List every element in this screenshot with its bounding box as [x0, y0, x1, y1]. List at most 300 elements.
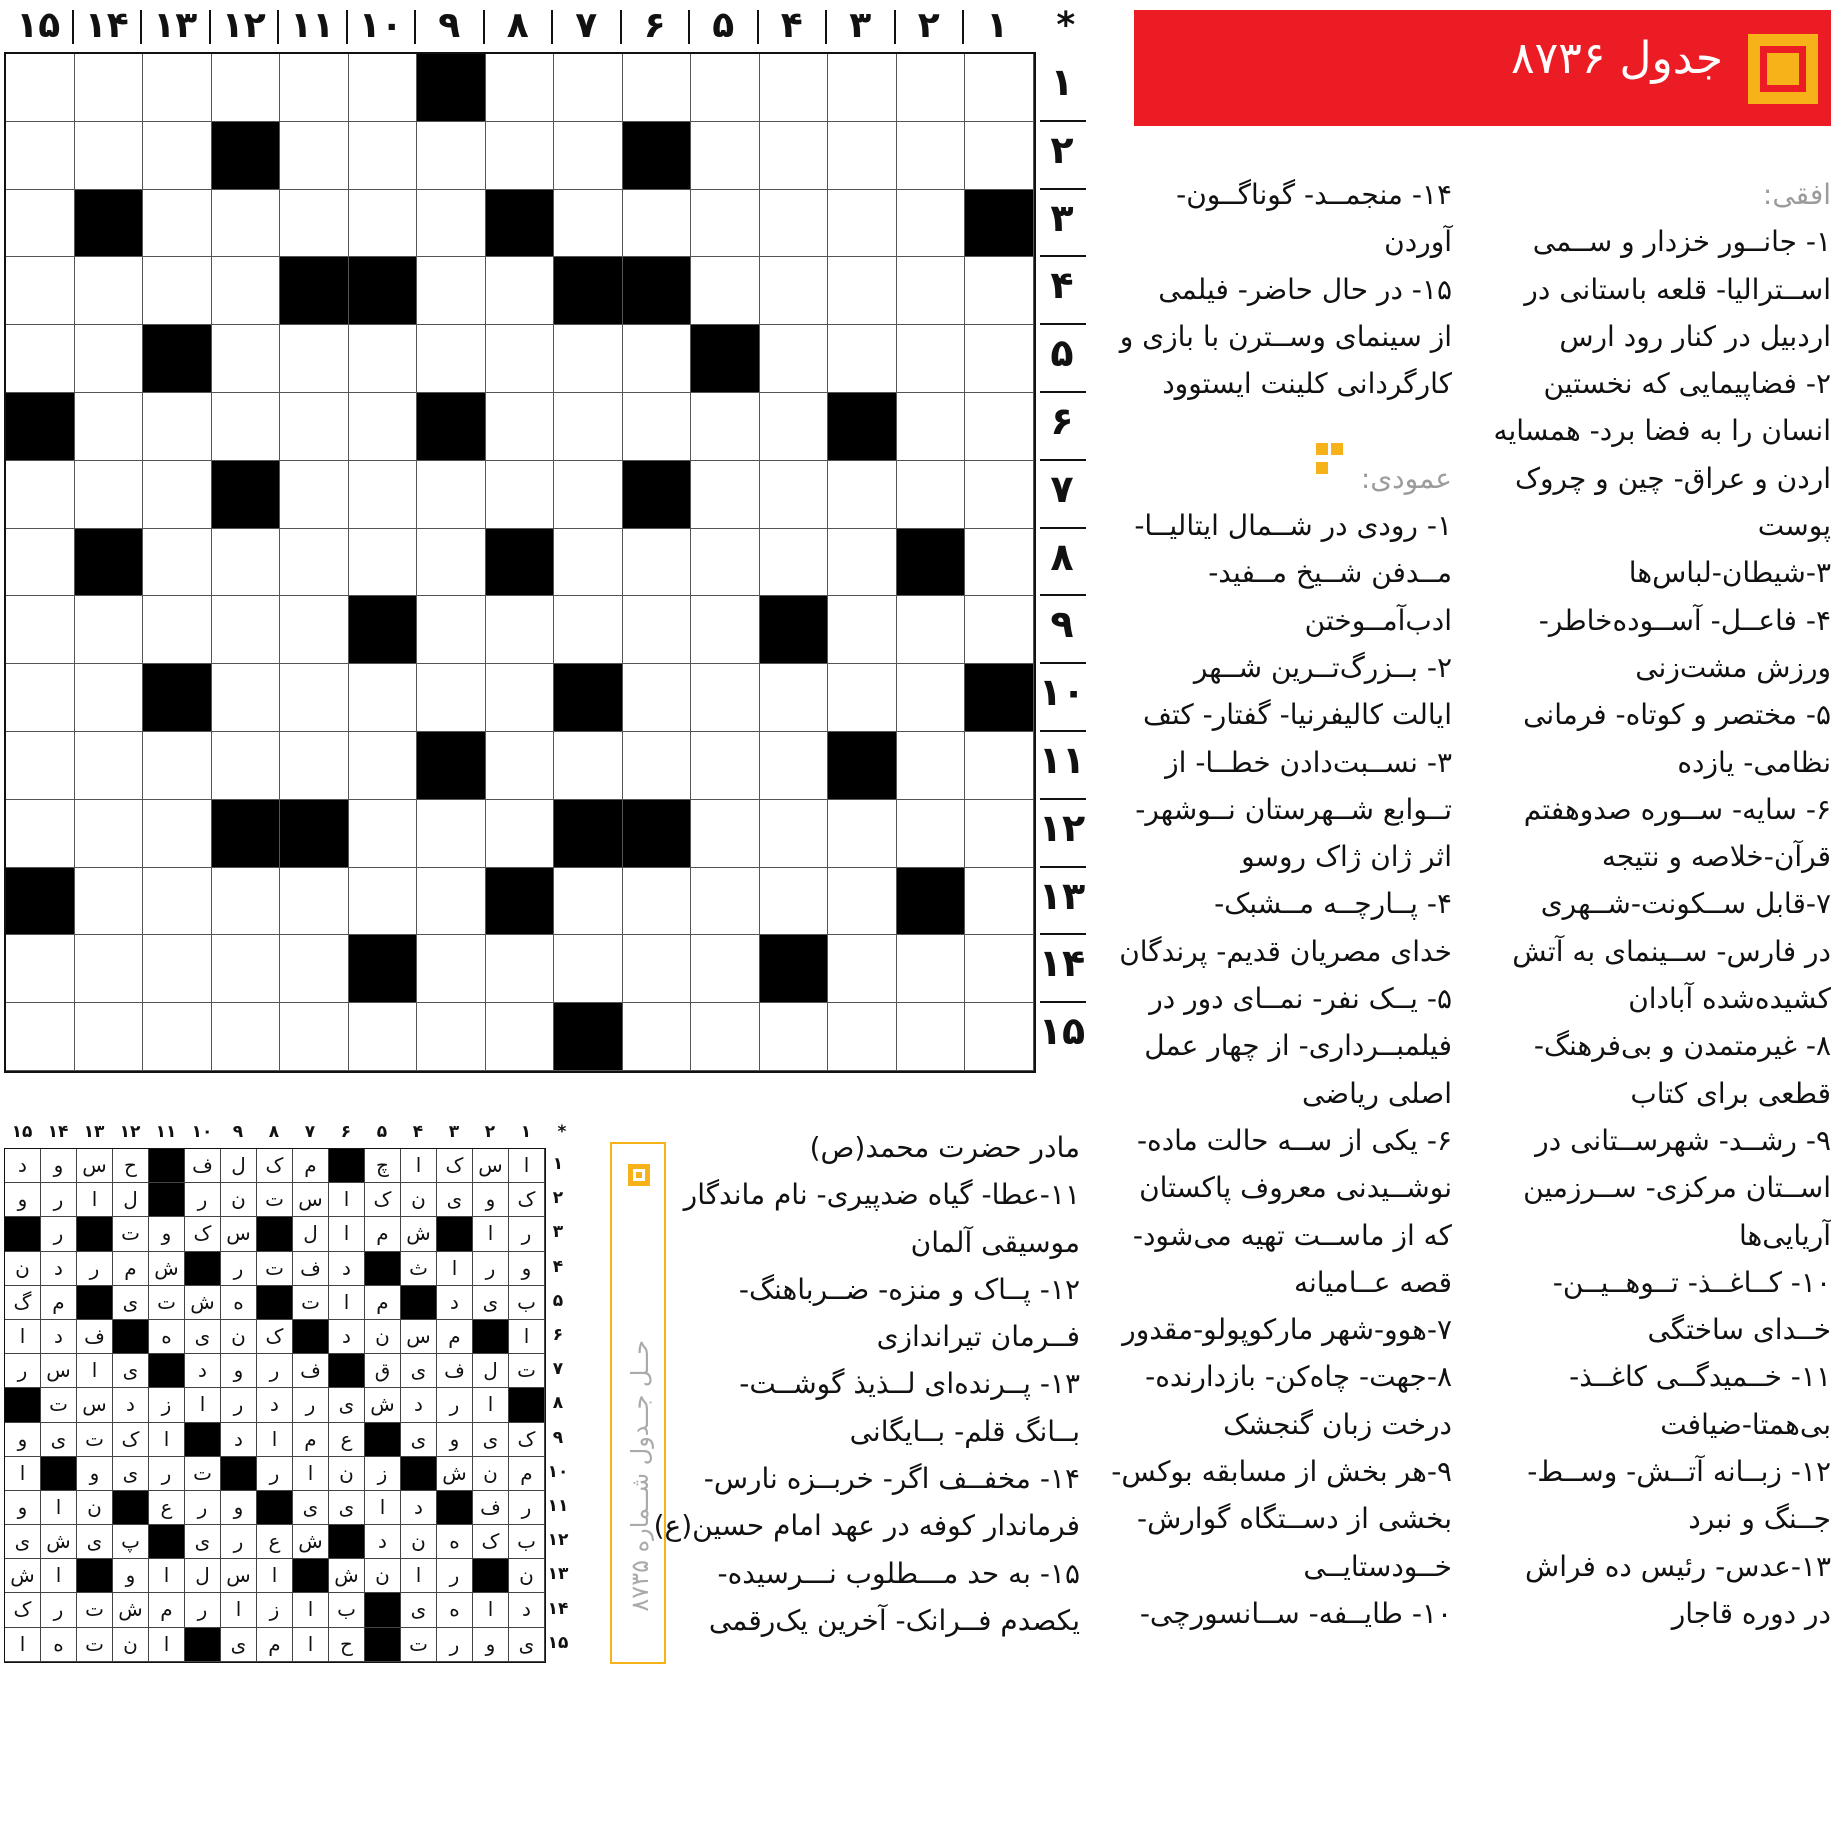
grid-cell: [6, 935, 75, 1003]
grid-cell: [897, 800, 966, 868]
solution-cell: م: [149, 1593, 185, 1627]
solution-cell: ه: [437, 1525, 473, 1559]
grid-cell: [212, 664, 281, 732]
grid-cell: [760, 1003, 829, 1071]
row-number: ۱۵: [1038, 1009, 1086, 1054]
grid-cell: [965, 1003, 1034, 1071]
clue-line: درخت زبان گنجشک: [1223, 1407, 1452, 1441]
solution-cell: و: [149, 1217, 185, 1251]
grid-cell: [760, 461, 829, 529]
solution-cell: د: [41, 1320, 77, 1354]
solution-cell: ت: [185, 1457, 221, 1491]
clue-section-heading: عمودی:: [1360, 461, 1452, 495]
black-cell: [623, 122, 692, 190]
solution-cell: ی: [293, 1491, 329, 1525]
solution-column-number: ۱۴: [47, 1122, 69, 1142]
solution-cell: م: [41, 1286, 77, 1320]
solution-cell: ی: [329, 1491, 365, 1525]
grid-cell: [965, 935, 1034, 1003]
clue-line: خدای مصریان قدیم- پرندگان: [1119, 934, 1452, 968]
clue-line: ۳-شیطان-لباس‌ها: [1628, 556, 1831, 590]
grid-cell: [760, 257, 829, 325]
solution-cell: ح: [329, 1628, 365, 1662]
grid-cell: [486, 596, 555, 664]
grid-cell: [828, 664, 897, 732]
solution-cell: ی: [113, 1457, 149, 1491]
grid-cell: [212, 393, 281, 461]
solution-column-number: ۵: [376, 1122, 388, 1142]
grid-cell: [75, 596, 144, 664]
solution-cell: س: [293, 1183, 329, 1217]
solution-cell: ر: [221, 1525, 257, 1559]
solution-column-number: ۱۰: [191, 1122, 213, 1142]
grid-cell: [965, 325, 1034, 393]
solution-black-cell: [221, 1457, 257, 1491]
solution-cell: چ: [365, 1149, 401, 1183]
solution-cell: ت: [293, 1286, 329, 1320]
solution-cell: ا: [149, 1559, 185, 1593]
row-number: ۱۰: [1038, 670, 1086, 715]
solution-cell: د: [401, 1491, 437, 1525]
solution-cell: ا: [401, 1559, 437, 1593]
solution-cell: ش: [293, 1525, 329, 1559]
column-number: *: [1056, 5, 1076, 46]
clue-line: بــانگ قلم- بــایگانی: [849, 1414, 1080, 1448]
grid-cell: [691, 596, 760, 664]
solution-cell: ا: [77, 1354, 113, 1388]
grid-cell: [417, 596, 486, 664]
row-number: ۴: [1050, 263, 1074, 308]
clue-line: ۲- بــزرگ‌تــرین شــهر: [1193, 650, 1452, 684]
solution-cell: ل: [221, 1149, 257, 1183]
clue-line: ۱۲- زبــانه آتــش- وســط-: [1527, 1455, 1831, 1489]
solution-cell: ت: [509, 1354, 545, 1388]
solution-black-cell: [437, 1491, 473, 1525]
grid-cell: [212, 325, 281, 393]
grid-cell: [349, 393, 418, 461]
solution-cell: س: [473, 1149, 509, 1183]
solution-cell: و: [473, 1183, 509, 1217]
black-cell: [75, 190, 144, 258]
solution-grid: [4, 1148, 546, 1663]
grid-cell: [280, 664, 349, 732]
grid-cell: [349, 461, 418, 529]
solution-cell: ا: [5, 1320, 41, 1354]
grid-cell: [417, 868, 486, 936]
column-separator: [414, 10, 416, 44]
solution-cell: م: [365, 1286, 401, 1320]
grid-cell: [760, 393, 829, 461]
row-number: ۱۴: [1038, 941, 1086, 986]
grid-cell: [623, 325, 692, 393]
clue-line: ۱۰- طایــفه- ســانسورچی-: [1139, 1596, 1452, 1630]
solution-cell: ه: [41, 1628, 77, 1662]
row-number: ۲: [1050, 127, 1074, 172]
column-number: ۱۲: [221, 5, 266, 46]
solution-black-cell: [149, 1525, 185, 1559]
solution-black-cell: [257, 1491, 293, 1525]
solution-logo-icon: [628, 1164, 650, 1186]
grid-cell: [623, 190, 692, 258]
solution-cell: ق: [365, 1354, 401, 1388]
solution-cell: ی: [509, 1628, 545, 1662]
solution-cell: ی: [473, 1286, 509, 1320]
grid-cell: [691, 190, 760, 258]
grid-cell: [965, 393, 1034, 461]
solution-cell: ر: [293, 1388, 329, 1422]
grid-cell: [417, 1003, 486, 1071]
solution-cell: ع: [257, 1525, 293, 1559]
solution-black-cell: [77, 1559, 113, 1593]
solution-black-cell: [149, 1149, 185, 1183]
solution-column-numbers: [4, 1122, 567, 1148]
grid-cell: [760, 190, 829, 258]
clue-line: کارگردانی کلینت ایستوود: [1162, 367, 1452, 401]
grid-cell: [554, 461, 623, 529]
clue-line: ۳- نســبت‌دادن خطــا- از: [1165, 745, 1452, 779]
puzzle-title: جدول ۸۷۳۶: [1510, 33, 1723, 84]
grid-cell: [691, 529, 760, 597]
clue-line: ۷-هوو-شهر مارکوپولو-مقدور: [1122, 1313, 1452, 1347]
grid-cell: [143, 257, 212, 325]
clue-line: ۱- رودی در شــمال ایتالیــا-: [1134, 509, 1452, 543]
clue-line: که از ماســت تهیه می‌شود-: [1132, 1218, 1452, 1252]
grid-cell: [828, 54, 897, 122]
grid-cell: [143, 529, 212, 597]
row-separator: [1040, 527, 1086, 529]
clue-line: ۵- یــک نفر- نمــای دور در: [1149, 982, 1452, 1016]
grid-cell: [760, 54, 829, 122]
column-number: ۴: [780, 5, 803, 46]
grid-cell: [965, 257, 1034, 325]
column-separator: [209, 10, 211, 44]
grid-cell: [691, 868, 760, 936]
clue-line: خــودستایــی: [1303, 1549, 1452, 1583]
solution-cell: ن: [113, 1628, 149, 1662]
grid-cell: [6, 529, 75, 597]
solution-black-cell: [437, 1217, 473, 1251]
solution-cell: و: [473, 1628, 509, 1662]
clue-line: اثر ژان ژاک روسو: [1241, 840, 1452, 874]
solution-black-cell: [185, 1628, 221, 1662]
solution-cell: ی: [221, 1628, 257, 1662]
black-cell: [280, 257, 349, 325]
solution-black-cell: [41, 1457, 77, 1491]
grid-cell: [965, 596, 1034, 664]
solution-cell: ر: [77, 1252, 113, 1286]
solution-cell: د: [221, 1423, 257, 1457]
grid-cell: [75, 868, 144, 936]
solution-cell: ر: [221, 1388, 257, 1422]
grid-cell: [965, 54, 1034, 122]
solution-column-number: ۹: [232, 1122, 244, 1142]
grid-cell: [349, 54, 418, 122]
grid-cell: [280, 461, 349, 529]
grid-cell: [760, 868, 829, 936]
black-cell: [349, 257, 418, 325]
solution-cell: ز: [149, 1388, 185, 1422]
clue-line: ۱۳-عدس- رئیس ده فراش: [1525, 1549, 1831, 1583]
grid-cell: [212, 190, 281, 258]
solution-column-number: ۱۵: [11, 1122, 33, 1142]
column-separator: [962, 10, 964, 44]
grid-cell: [965, 122, 1034, 190]
solution-cell: م: [437, 1320, 473, 1354]
solution-cell: ی: [329, 1388, 365, 1422]
grid-cell: [212, 529, 281, 597]
solution-cell: ا: [509, 1320, 545, 1354]
grid-cell: [760, 664, 829, 732]
clues-right-column: [1495, 171, 1831, 1637]
column-separator: [277, 10, 279, 44]
grid-cell: [691, 1003, 760, 1071]
grid-cell: [691, 800, 760, 868]
solution-row-number: ۴: [552, 1256, 564, 1277]
row-number: ۳: [1050, 195, 1074, 240]
solution-cell: ع: [149, 1491, 185, 1525]
solution-cell: ت: [257, 1183, 293, 1217]
clue-line: ۷-قابل ســکونت-شــهری: [1540, 887, 1831, 921]
grid-cell: [828, 190, 897, 258]
solution-cell: ی: [77, 1525, 113, 1559]
solution-cell: د: [509, 1593, 545, 1627]
solution-row-number: ۱۴: [547, 1598, 569, 1619]
grid-cell: [486, 1003, 555, 1071]
row-separator: [1040, 866, 1086, 868]
grid-cell: [486, 732, 555, 800]
solution-cell: ا: [473, 1593, 509, 1627]
grid-cell: [75, 461, 144, 529]
solution-black-cell: [149, 1183, 185, 1217]
solution-cell: س: [221, 1559, 257, 1593]
grid-cell: [417, 529, 486, 597]
solution-cell: ر: [185, 1593, 221, 1627]
row-separator: [1040, 255, 1086, 257]
grid-cell: [554, 54, 623, 122]
grid-cell: [143, 800, 212, 868]
grid-cell: [897, 732, 966, 800]
clue-line: ۴- پــارچــه مــشبک-: [1214, 887, 1452, 921]
solution-cell: ن: [473, 1457, 509, 1491]
row-separator: [1040, 730, 1086, 732]
clue-line: موسیقی آلمان: [910, 1225, 1080, 1259]
grid-cell: [897, 122, 966, 190]
column-separator: [483, 10, 485, 44]
black-cell: [897, 868, 966, 936]
row-number: ۱: [1050, 60, 1074, 104]
grid-cell: [897, 190, 966, 258]
solution-cell: د: [365, 1525, 401, 1559]
solution-row-number: ۶: [552, 1325, 564, 1345]
clue-line: ۹-هر بخش از مسابقه بوکس-: [1111, 1455, 1452, 1489]
publication-logo-icon: [1748, 34, 1818, 104]
black-cell: [623, 461, 692, 529]
grid-cell: [554, 868, 623, 936]
grid-cell: [691, 664, 760, 732]
solution-cell: ا: [329, 1286, 365, 1320]
grid-cell: [212, 257, 281, 325]
solution-black-cell: [329, 1149, 365, 1183]
solution-cell: ت: [41, 1388, 77, 1422]
grid-cell: [897, 461, 966, 529]
grid-cell: [143, 935, 212, 1003]
clue-line: آریایی‌ها: [1738, 1218, 1831, 1252]
solution-cell: ب: [329, 1593, 365, 1627]
grid-cell: [143, 190, 212, 258]
clue-line: ۱۱-عطا- گیاه ضدپیری- نام ماندگار: [683, 1178, 1080, 1212]
solution-black-cell: [185, 1423, 221, 1457]
grid-cell: [486, 257, 555, 325]
solution-cell: ه: [221, 1286, 257, 1320]
solution-cell: ی: [113, 1354, 149, 1388]
grid-cell: [623, 732, 692, 800]
solution-cell: و: [41, 1149, 77, 1183]
solution-row-number: ۸: [552, 1393, 564, 1414]
grid-cell: [828, 461, 897, 529]
solution-cell: ث: [401, 1252, 437, 1286]
solution-column-number: ۱: [520, 1122, 532, 1142]
clue-line: ۶- سایه- ســوره صدوهفتم: [1523, 792, 1831, 826]
black-cell: [828, 393, 897, 461]
black-cell: [554, 1003, 623, 1071]
grid-cell: [965, 732, 1034, 800]
grid-cell: [623, 54, 692, 122]
grid-cell: [143, 596, 212, 664]
solution-black-cell: [473, 1320, 509, 1354]
solution-cell: ف: [473, 1491, 509, 1525]
grid-cell: [760, 732, 829, 800]
black-cell: [143, 664, 212, 732]
grid-cell: [75, 732, 144, 800]
grid-cell: [280, 54, 349, 122]
black-cell: [486, 190, 555, 258]
solution-cell: و: [437, 1423, 473, 1457]
solution-cell: ن: [77, 1491, 113, 1525]
solution-cell: ی: [401, 1423, 437, 1457]
solution-column-number: ۷: [304, 1122, 316, 1142]
grid-cell: [6, 190, 75, 258]
solution-cell: د: [185, 1354, 221, 1388]
solution-cell: ن: [221, 1183, 257, 1217]
clue-line: ۱- جانــور خزدار و ســمی: [1532, 225, 1831, 259]
solution-cell: ش: [185, 1286, 221, 1320]
grid-cell: [6, 122, 75, 190]
row-separator: [1040, 662, 1086, 664]
solution-black-cell: [329, 1525, 365, 1559]
solution-cell: و: [221, 1491, 257, 1525]
grid-cell: [417, 664, 486, 732]
clue-line: اردن و عراق- چین و چروک: [1514, 461, 1831, 495]
clue-line: مــدفن شــیخ مــفید-: [1208, 556, 1452, 590]
clue-line: یکصدم فــرانک- آخرین یک‌رقمی: [708, 1603, 1080, 1637]
grid-cell: [486, 54, 555, 122]
grid-cell: [828, 257, 897, 325]
solution-cell: م: [257, 1628, 293, 1662]
solution-black-cell: [473, 1559, 509, 1593]
solution-cell: ل: [113, 1183, 149, 1217]
solution-cell: ر: [509, 1491, 545, 1525]
grid-cell: [143, 1003, 212, 1071]
clue-line: ایالت کالیفرنیا- گفتار- کتف: [1142, 698, 1452, 732]
grid-cell: [212, 596, 281, 664]
clue-line: اردبیل در کنار رود ارس: [1559, 319, 1831, 353]
solution-cell: ف: [77, 1320, 113, 1354]
solution-cell: د: [113, 1388, 149, 1422]
solution-cell: ک: [185, 1217, 221, 1251]
black-cell: [212, 800, 281, 868]
solution-black-cell: [5, 1217, 41, 1251]
grid-cell: [623, 868, 692, 936]
solution-cell: س: [401, 1320, 437, 1354]
solution-cell: ر: [41, 1593, 77, 1627]
solution-cell: ت: [113, 1217, 149, 1251]
grid-cell: [486, 122, 555, 190]
solution-cell: م: [293, 1149, 329, 1183]
solution-black-cell: [329, 1354, 365, 1388]
solution-cell: ف: [293, 1252, 329, 1286]
clue-line: ۱۴- مخفــف اگر- خربــزه نارس-: [703, 1462, 1080, 1496]
clue-line: پوست: [1757, 509, 1831, 543]
clue-line: ۱۰- کــاغــذ- تــوهــیــن-: [1552, 1265, 1831, 1299]
solution-cell: ک: [473, 1525, 509, 1559]
grid-cell: [828, 868, 897, 936]
grid-cell: [828, 325, 897, 393]
grid-cell: [760, 800, 829, 868]
grid-cell: [691, 54, 760, 122]
solution-cell: ن: [5, 1252, 41, 1286]
grid-cell: [623, 1003, 692, 1071]
column-separator: [825, 10, 827, 44]
solution-black-cell: [113, 1320, 149, 1354]
solution-black-cell: [77, 1286, 113, 1320]
column-separator: [688, 10, 690, 44]
solution-cell: ف: [185, 1149, 221, 1183]
grid-cell: [897, 1003, 966, 1071]
grid-cell: [6, 664, 75, 732]
solution-cell: ک: [509, 1423, 545, 1457]
solution-cell: ت: [77, 1628, 113, 1662]
row-separator: [1040, 188, 1086, 190]
black-cell: [349, 596, 418, 664]
solution-cell: و: [5, 1423, 41, 1457]
solution-cell: ر: [41, 1183, 77, 1217]
black-cell: [965, 664, 1034, 732]
solution-row-number: ۱۳: [547, 1564, 569, 1585]
clue-section-heading: افقی:: [1762, 178, 1831, 211]
clue-line: قطعی برای کتاب: [1630, 1076, 1831, 1110]
solution-cell: ز: [257, 1593, 293, 1627]
grid-cell: [75, 325, 144, 393]
solution-cell: گ: [5, 1286, 41, 1320]
solution-cell: ی: [5, 1525, 41, 1559]
column-separator: [140, 10, 142, 44]
grid-cell: [554, 935, 623, 1003]
clue-line: ۱۲- پــاک و منزه- ضــرباهنگ-: [738, 1272, 1080, 1306]
grid-cell: [6, 596, 75, 664]
grid-cell: [75, 393, 144, 461]
grid-cell: [828, 529, 897, 597]
grid-cell: [965, 800, 1034, 868]
black-cell: [554, 257, 623, 325]
column-number: ۱۴: [84, 5, 129, 46]
solution-cell: ش: [149, 1252, 185, 1286]
grid-cell: [75, 935, 144, 1003]
clue-line: ۱۴- منجمــد- گوناگــون-: [1176, 178, 1452, 211]
black-cell: [417, 54, 486, 122]
solution-cell: ت: [257, 1252, 293, 1286]
solution-cell: ش: [113, 1593, 149, 1627]
row-separator: [1040, 594, 1086, 596]
